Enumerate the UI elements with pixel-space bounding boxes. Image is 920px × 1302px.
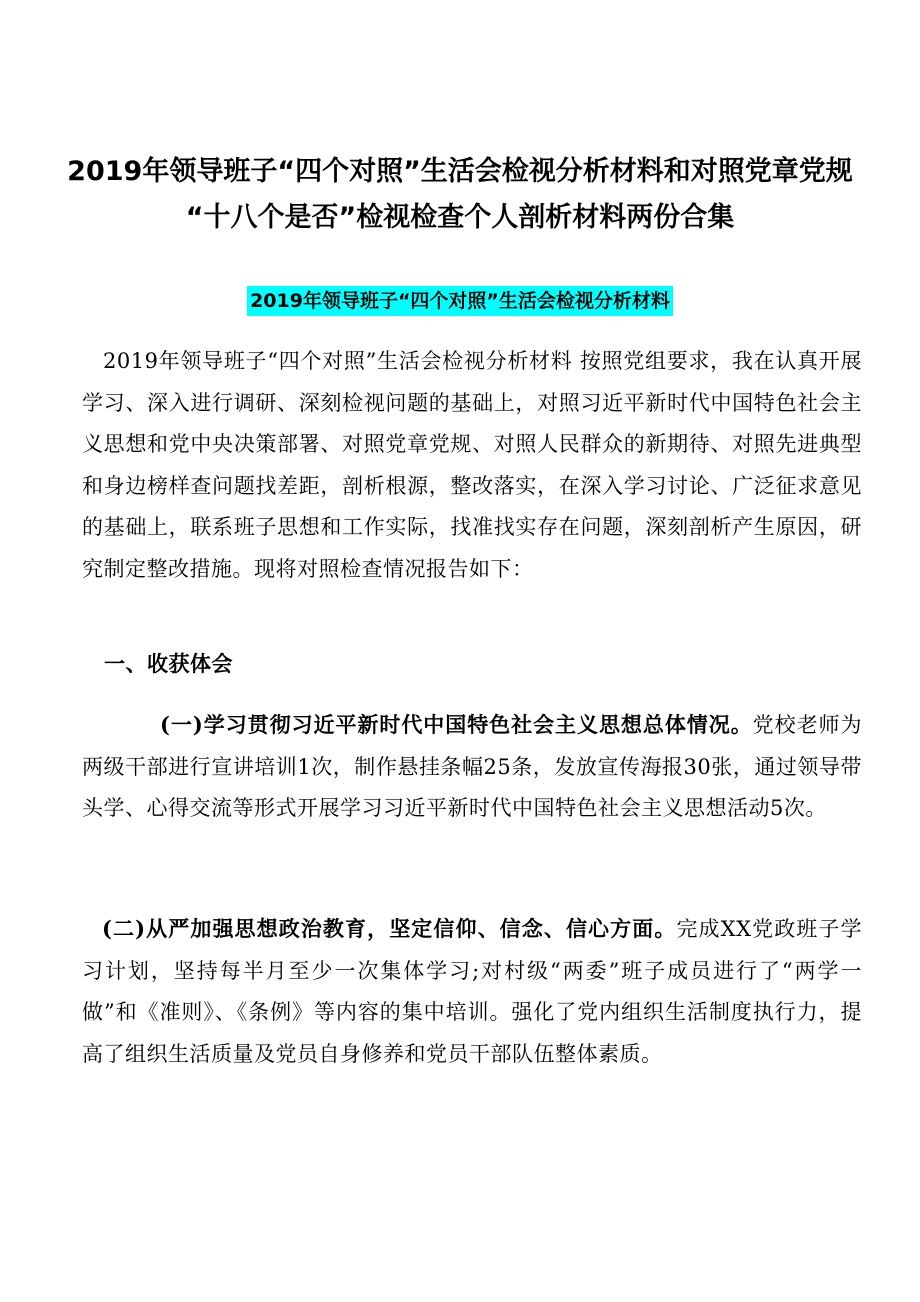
highlighted-subtitle: 2019年领导班子“四个对照”生活会检视分析材料 bbox=[247, 286, 673, 316]
document-title-line-2: “十八个是否”检视检查个人剖析材料两份合集 bbox=[185, 202, 735, 233]
item-one-body: 党校老师为两级干部进行宣讲培训1次，制作悬挂条幅25条，发放宣传海报30张，通过领导带头学、心得交流等形式开展学习习近平新时代中国特色社会主义思想活动5次。 bbox=[82, 713, 862, 820]
document-title-line-1: 2019年领导班子“四个对照”生活会检视分析材料和对照党章党规 bbox=[67, 156, 853, 187]
item-two-heading: (二)从严加强思想政治教育，坚定信仰、信念、信心方面。 bbox=[102, 916, 677, 941]
item-two-body: 完成XX党政班子学习计划，坚持每半月至少一次集体学习;对村级“两委”班子成员进行了“两学一做”和《准则》、《条例》等内容的集中培训。强化了党内组织生活制度执行力，提高了组织生活质量及党员自身修养和党员干部队伍整体素质。 bbox=[82, 917, 863, 1066]
section-one-heading: 一、收获体会 bbox=[104, 651, 233, 676]
item-two-paragraph bbox=[82, 908, 862, 1075]
item-one-paragraph bbox=[82, 704, 862, 830]
item-one-heading: (一)学习贯彻习近平新时代中国特色社会主义思想总体情况。 bbox=[160, 712, 753, 737]
intro-paragraph: 2019年领导班子“四个对照”生活会检视分析材料 按照党组要求，我在认真开展学习、深入进行调研、深刻检视问题的基础上，对照习近平新时代中国特色社会主义思想和党中央决策部署、对照党章党规、对照人民群众的新期待、对照先进典型和身边榜样查问题找差距，剖析根源，整改落实，在深入学习讨论、广泛征求意见的基础上，联系班子思想和工作实际，找准找实存在问题，深刻剖析产生原因，研究制定整改措施。现将对照检查情况报告如下： bbox=[82, 349, 862, 581]
subtitle-container bbox=[0, 286, 920, 316]
